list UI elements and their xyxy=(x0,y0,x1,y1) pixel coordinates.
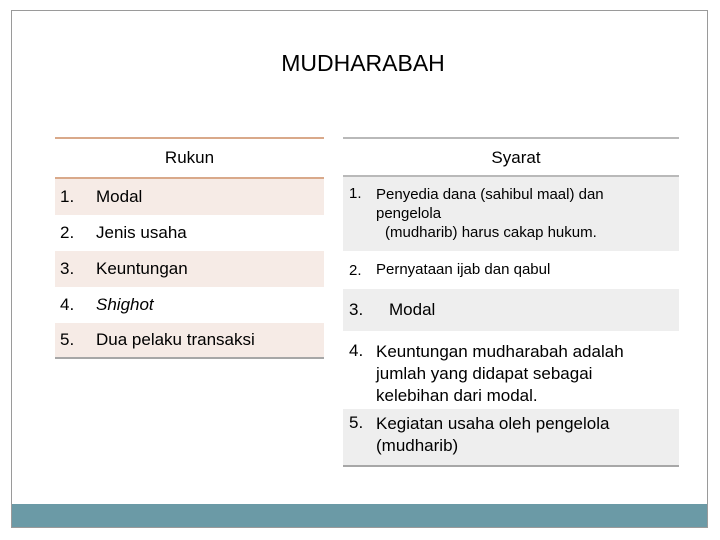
syarat-row xyxy=(343,289,679,331)
bottom-bar xyxy=(12,504,707,527)
syarat-text: Pernyataan ijab dan qabul xyxy=(376,261,551,278)
rukun-header: Rukun xyxy=(55,139,324,179)
rukun-row xyxy=(55,287,324,323)
syarat-row xyxy=(343,409,679,467)
syarat-text xyxy=(376,413,609,465)
rukun-text: Modal xyxy=(96,187,143,206)
syarat-header: Syarat xyxy=(343,139,679,177)
syarat-text: Modal xyxy=(389,300,436,319)
syarat-row xyxy=(343,251,679,289)
rukun-row xyxy=(55,215,324,251)
syarat-line: kelebihan dari modal. xyxy=(376,386,538,405)
rukun-text: Jenis usaha xyxy=(96,223,187,242)
rukun-row xyxy=(55,251,324,287)
syarat-row xyxy=(343,331,679,409)
rukun-text: Keuntungan xyxy=(96,259,188,278)
rukun-number: 1. xyxy=(60,187,75,206)
syarat-row xyxy=(343,177,679,251)
rukun-row xyxy=(55,323,324,359)
syarat-text xyxy=(376,341,624,409)
syarat-number: 3. xyxy=(349,300,364,319)
rukun-text: Shighot xyxy=(96,295,154,314)
syarat-number: 4. xyxy=(349,341,364,360)
syarat-line: (mudharib) xyxy=(376,436,459,455)
syarat-table xyxy=(343,137,679,467)
syarat-number: 1. xyxy=(349,185,362,202)
syarat-text xyxy=(376,185,604,251)
rukun-table xyxy=(55,137,324,359)
syarat-line: (mudharib) harus cakap hukum. xyxy=(385,224,597,241)
syarat-line: jumlah yang didapat sebagai xyxy=(376,364,593,383)
slide-title: MUDHARABAH xyxy=(281,50,445,76)
rukun-row xyxy=(55,179,324,215)
syarat-number: 5. xyxy=(349,413,364,432)
rukun-text: Dua pelaku transaksi xyxy=(96,330,255,349)
syarat-line: Penyedia dana (sahibul maal) dan xyxy=(376,186,604,203)
syarat-number: 2. xyxy=(349,261,362,279)
rukun-number: 2. xyxy=(60,223,75,242)
rukun-number: 3. xyxy=(60,259,75,278)
syarat-line: Kegiatan usaha oleh pengelola xyxy=(376,414,610,433)
rukun-number: 4. xyxy=(60,295,75,314)
syarat-line: pengelola xyxy=(376,205,442,222)
rukun-number: 5. xyxy=(60,330,75,349)
syarat-line: Keuntungan mudharabah adalah xyxy=(376,342,624,361)
